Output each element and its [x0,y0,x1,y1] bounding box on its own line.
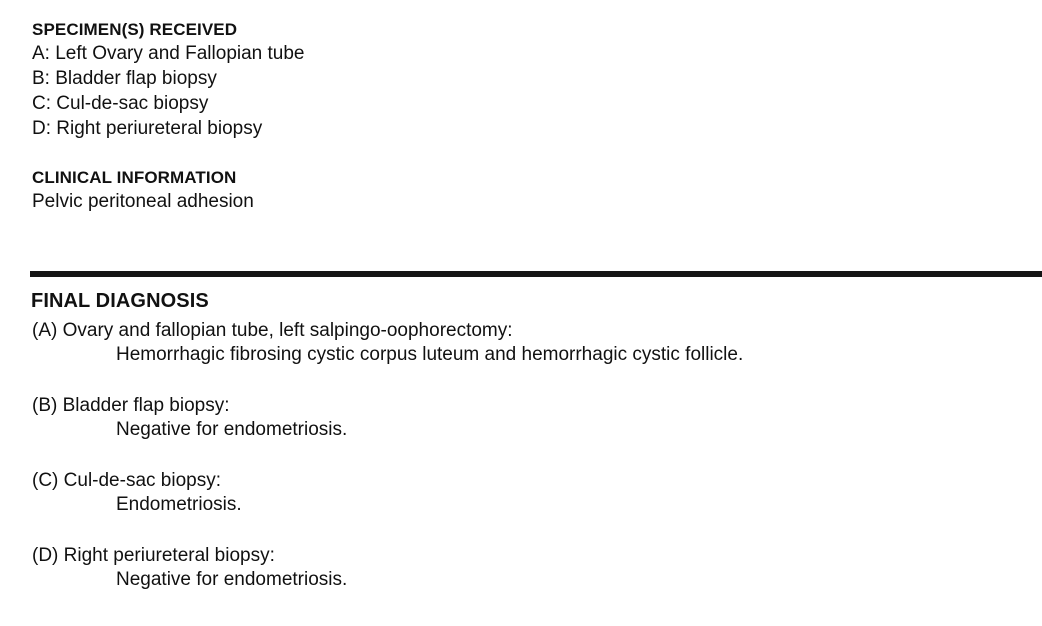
diagnosis-label-b: (B) Bladder flap biopsy: [32,395,230,416]
diagnosis-label-c: (C) Cul-de-sac biopsy: [32,470,221,491]
section-divider [30,271,1042,277]
diagnosis-heading: FINAL DIAGNOSIS [31,290,209,312]
diagnosis-finding-a: Hemorrhagic fibrosing cystic corpus luteum and hemorrhagic cystic follicle. [116,344,744,365]
diagnosis-finding-b: Negative for endometriosis. [116,419,348,440]
clinical-heading: CLINICAL INFORMATION [32,168,237,187]
clinical-text: Pelvic peritoneal adhesion [32,191,254,212]
diagnosis-label-d: (D) Right periureteral biopsy: [32,545,275,566]
specimens-heading: SPECIMEN(S) RECEIVED [32,20,238,39]
specimen-item-b: B: Bladder flap biopsy [32,68,217,89]
diagnosis-finding-c: Endometriosis. [116,494,242,515]
diagnosis-label-a: (A) Ovary and fallopian tube, left salpingo-oophorectomy: [32,320,513,341]
specimen-item-d: D: Right periureteral biopsy [32,118,263,139]
specimen-item-a: A: Left Ovary and Fallopian tube [32,43,305,64]
specimen-item-c: C: Cul-de-sac biopsy [32,93,209,114]
diagnosis-finding-d: Negative for endometriosis. [116,569,348,590]
